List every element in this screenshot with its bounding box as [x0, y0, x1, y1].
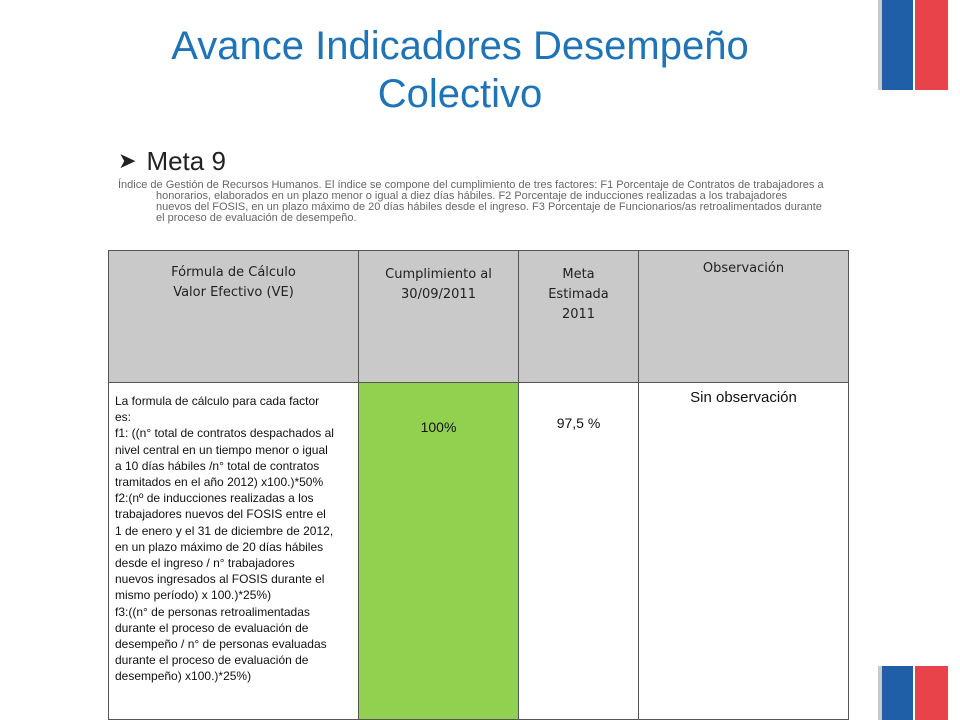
meta-heading-text: Meta 9	[146, 146, 226, 176]
header-cumplimiento	[359, 251, 519, 383]
formula-cell	[109, 383, 359, 720]
observacion-cell	[639, 383, 849, 720]
formula-line: en un plazo máximo de 20 días hábiles	[115, 539, 324, 554]
header-meta-line1: Meta	[562, 267, 595, 282]
meta-value: 97,5 %	[556, 415, 601, 431]
header-observacion-text: Observación	[702, 261, 785, 276]
slide-title	[60, 22, 860, 118]
formula-line: f2:(nº de inducciones realizadas a los	[115, 491, 314, 506]
meta-heading	[118, 146, 226, 178]
header-formula	[109, 251, 359, 383]
cumplimiento-value: 100%	[420, 419, 457, 435]
formula-line: a 10 días hábiles /n° total de contratos	[115, 458, 320, 473]
table-row	[109, 383, 849, 720]
meta-description	[118, 180, 824, 224]
formula-line: mismo período) x 100.)*25%)	[115, 588, 272, 603]
flag-logo-bottom	[882, 666, 948, 720]
arrow-bullet-icon: ➤	[118, 148, 137, 173]
title-line-1: Avance Indicadores Desempeño	[171, 24, 749, 68]
formula-line: f3:((n° de personas retroalimentadas	[115, 604, 310, 619]
table-header-row	[109, 251, 849, 383]
formula-line: desde el ingreso / n° trabajadores	[115, 556, 295, 571]
formula-line: desempeño) x100.)*25%)	[115, 669, 252, 684]
formula-line: es:	[115, 410, 132, 425]
header-meta	[519, 251, 639, 383]
formula-line: nuevos ingresados al FOSIS durante el	[115, 572, 325, 587]
formula-line: nivel central en un tiempo menor o igual	[115, 442, 328, 457]
header-formula-line2: Valor Efectivo (VE)	[173, 285, 294, 300]
header-meta-line2: Estimada	[548, 287, 609, 302]
cumplimiento-cell	[359, 383, 519, 720]
formula-line: tramitados en el año 2012) x100.)*50%	[115, 475, 324, 490]
formula-line: La formula de cálculo para cada factor	[115, 394, 320, 408]
header-cumplimiento-line1: Cumplimiento al	[385, 267, 492, 282]
title-line-2: Colectivo	[377, 72, 543, 116]
formula-line: durante el proceso de evaluación de	[115, 653, 309, 668]
flag-logo-top	[882, 0, 948, 90]
observacion-value: Sin observación	[690, 389, 797, 406]
meta-cell	[519, 383, 639, 720]
description-text: Índice de Gestión de Recursos Humanos. El índice se compone del cumplimiento de tres factores: F1 Porcentaje de Contratos de trabajadores a honorarios, elaborados en un plazo menor o igual a diez días hábiles. F2 Porcentaje de inducciones realizadas a los trabajadores nuevos del FOSIS, en un plazo máximo de 20 días hábiles desde el ingreso. F3 Porcentaje de Funcionarios/as retroalimentados durante el proceso de evaluación de desempeño.	[118, 179, 824, 224]
header-formula-line1: Fórmula de Cálculo	[171, 265, 296, 280]
formula-line: trabajadores nuevos del FOSIS entre el	[115, 507, 326, 522]
formula-line: f1: ((n° total de contratos despachados al	[115, 426, 334, 441]
header-observacion	[639, 251, 849, 383]
formula-line: 1 de enero y el 31 de diciembre de 2012,	[115, 523, 334, 538]
header-meta-line3: 2011	[561, 307, 596, 322]
indicator-table	[108, 250, 849, 720]
formula-line: durante el proceso de evaluación de	[115, 620, 309, 635]
formula-line: desempeño / n° de personas evaluadas	[115, 637, 327, 652]
header-cumplimiento-line2: 30/09/2011	[401, 287, 476, 302]
